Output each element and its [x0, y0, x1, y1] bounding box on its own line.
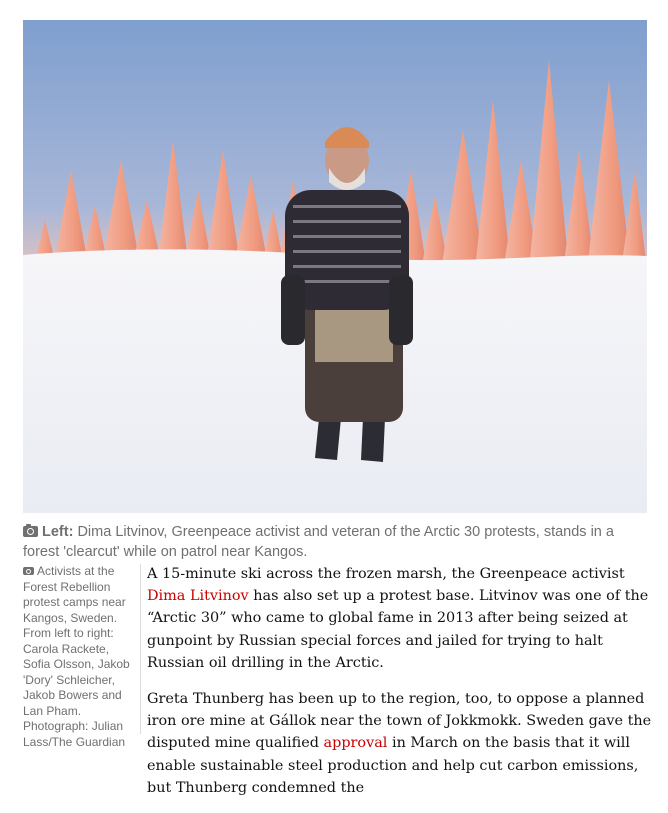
article-paragraph-1 — [147, 563, 652, 674]
article-paragraph-2 — [147, 688, 652, 799]
caption-text: Dima Litvinov, Greenpeace activist and veteran of the Arctic 30 protests, stands in a forest 'clearcut' while on patrol near Kangos. — [23, 524, 614, 560]
paragraph-text: Greta Thunberg has been up to the region, too, to oppose a planned iron ore mine at Gállok near the town of Jokkmokk. Sweden gave the disputed mine qualified — [147, 691, 652, 752]
link-dima-litvinov[interactable]: Dima Litvinov — [147, 588, 249, 605]
paragraph-text: has also set up a protest base. Litvinov was one of the “Arctic 30” who came to global fame in 2013 after being seized at gunpoint by Russian special forces and jailed for trying to halt Russian oil drilling in the Arctic. — [147, 588, 649, 671]
paragraph-text: A 15-minute ski across the frozen marsh, the Greenpeace activist — [147, 566, 625, 582]
hero-photo — [23, 20, 647, 513]
caption-label: Left: — [42, 524, 74, 540]
photo-caption — [23, 522, 653, 562]
side-caption — [23, 564, 141, 749]
photo-illustration — [23, 20, 647, 513]
article-body — [147, 563, 652, 813]
paragraph-text: in March on the basis that it will enable sustainable steel production and help cut carbon emissions, but Thunberg condemned the — [147, 735, 639, 796]
camera-icon — [23, 526, 38, 537]
camera-icon — [23, 567, 34, 575]
link-approval[interactable]: approval — [323, 735, 388, 752]
side-caption-text: Activists at the Forest Rebellion protest camps near Kangos, Sweden. From left to right: Carola Rackete, Sofia Olsson, Jakob 'Dory' Schleicher, Jakob Bowers and Lan Pham. Photograph: Julian Lass/The Guardian — [23, 564, 130, 749]
